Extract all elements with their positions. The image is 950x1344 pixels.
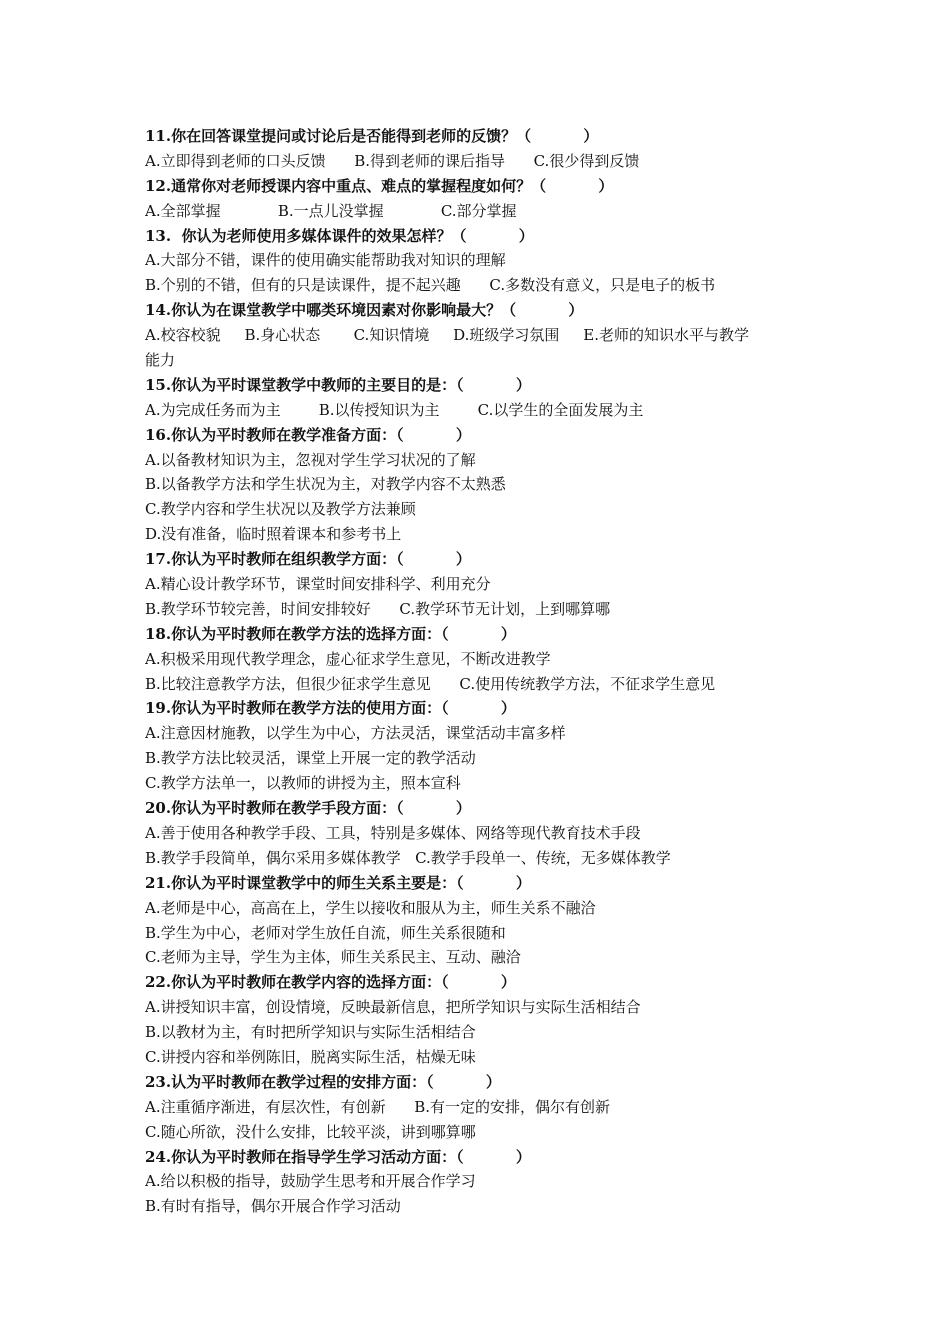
question-17: 17.你认为平时教师在组织教学方面：（ ） [145,550,471,569]
option-line: A.为完成任务而为主 B.以传授知识为主 C.以学生的全面发展为主 [145,400,644,419]
option-line: A.注重循序渐进，有层次性，有创新 B.有一定的安排，偶尔有创新 [145,1097,611,1116]
question-21: 21.你认为平时课堂教学中的师生关系主要是：（ ） [145,873,531,892]
option-line: A.老师是中心，高高在上，学生以接收和服从为主，师生关系不融洽 [145,898,596,917]
option-line: C.随心所欲，没什么安排，比较平淡，讲到哪算哪 [145,1122,476,1141]
question-15: 15.你认为平时课堂教学中教师的主要目的是：（ ） [145,375,531,394]
option-line: B.教学环节较完善，时间安排较好 C.教学环节无计划，上到哪算哪 [145,599,611,618]
option-line: B.学生为中心，老师对学生放任自流，师生关系很随和 [145,923,506,942]
option-line: A.注意因材施教，以学生为中心，方法灵活，课堂活动丰富多样 [145,724,566,743]
option-line: A.给以积极的指导，鼓励学生思考和开展合作学习 [145,1172,476,1191]
option-line: B.以教材为主，有时把所学知识与实际生活相结合 [145,1023,476,1042]
option-line: C.教学方法单一，以教师的讲授为主，照本宣科 [145,774,461,793]
option-line: C.教学内容和学生状况以及教学方法兼顾 [145,500,416,519]
option-line: B.个别的不错，但有的只是读课件，提不起兴趣 C.多数没有意义，只是电子的板书 [145,276,716,295]
option-line: B.比较注意教学方法，但很少征求学生意见 C.使用传统教学方法，不征求学生意见 [145,674,716,693]
question-19: 19.你认为平时教师在教学方法的使用方面：（ ） [145,699,516,718]
option-line: A.全部掌握 B.一点儿没掌握 C.部分掌握 [145,201,517,220]
option-line: B.有时有指导，偶尔开展合作学习活动 [145,1197,401,1216]
option-line: A.以备教材知识为主，忽视对学生学习状况的了解 [145,450,476,469]
option-line: A.讲授知识丰富，创设情境，反映最新信息，把所学知识与实际生活相结合 [145,998,641,1017]
option-line: C.讲授内容和举例陈旧，脱离实际生活，枯燥无味 [145,1047,476,1066]
question-11: 11.你在回答课堂提问或讨论后是否能得到老师的反馈？（ ） [145,127,599,145]
question-13: 13. 你认为老师使用多媒体课件的效果怎样？（ ） [145,226,534,245]
question-18: 18.你认为平时教师在教学方法的选择方面：（ ） [145,624,516,643]
option-line: 能力 [145,351,176,370]
option-line: A.校容校貌 B.身心状态 C.知识情境 D.班级学习氛围 E.老师的知识水平与教学 [145,326,749,345]
option-line: A.精心设计教学环节，课堂时间安排科学、利用充分 [145,575,491,594]
option-line: B.教学手段简单，偶尔采用多媒体教学 C.教学手段单一、传统，无多媒体教学 [145,848,671,867]
questionnaire-page [145,124,825,1219]
option-line: D.没有准备，临时照着课本和参考书上 [145,525,402,544]
question-14: 14.你认为在课堂教学中哪类环境因素对你影响最大？（ ） [145,301,584,320]
question-12: 12.通常你对老师授课内容中重点、难点的掌握程度如何？（ ） [145,176,614,195]
question-16: 16.你认为平时教师在教学准备方面：（ ） [145,425,471,444]
option-line: C.老师为主导，学生为主体，师生关系民主、互动、融洽 [145,948,521,967]
question-24: 24.你认为平时教师在指导学生学习活动方面：（ ） [145,1147,531,1166]
question-23: 23.认为平时教师在教学过程的安排方面：（ ） [145,1072,501,1091]
question-20: 20.你认为平时教师在教学手段方面：（ ） [145,799,471,818]
option-line: A.善于使用各种教学手段、工具，特别是多媒体、网络等现代教育技术手段 [145,823,641,842]
option-line: A.积极采用现代教学理念，虚心征求学生意见，不断改进教学 [145,649,551,668]
question-22: 22.你认为平时教师在教学内容的选择方面：（ ） [145,973,516,992]
option-line: B.以备教学方法和学生状况为主，对教学内容不太熟悉 [145,475,506,494]
option-line: B.教学方法比较灵活，课堂上开展一定的教学活动 [145,749,476,768]
option-line: A.立即得到老师的口头反馈 B.得到老师的课后指导 C.很少得到反馈 [145,151,640,170]
option-line: A.大部分不错，课件的使用确实能帮助我对知识的理解 [145,251,506,270]
